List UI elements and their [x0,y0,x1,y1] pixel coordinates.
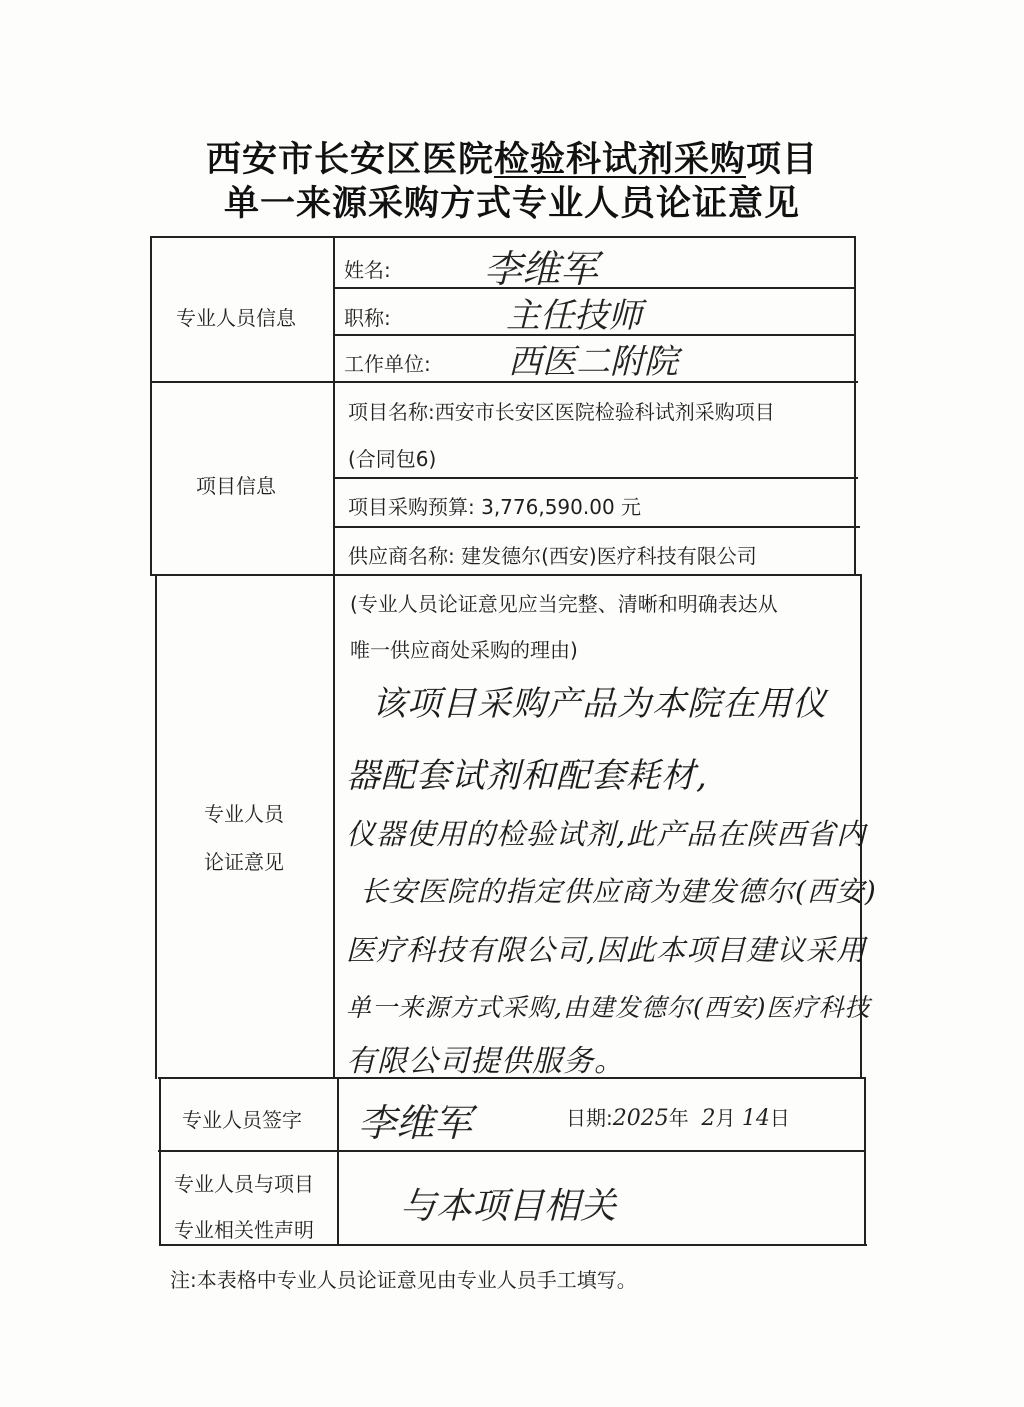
section-divider-opinion [150,574,862,576]
table-border-left-bottom [159,1077,161,1246]
opinion-handwritten-line-1: 该项目采购产品为本院在用仪 [372,684,827,724]
date-year-handwritten: 2025 [612,1106,669,1131]
opinion-instruction-line1: (专业人员论证意见应当完整、清晰和明确表达从 [350,592,778,616]
name-handwritten: 李维军 [484,247,599,291]
row-divider-supplier [333,526,860,528]
date-month-unit: 月 [715,1106,736,1130]
opinion-handwritten-line-7: 有限公司提供服务。 [346,1044,625,1079]
date-year-unit: 年 [668,1106,689,1130]
opinion-handwritten-line-3: 仪器使用的检验试剂,此产品在陕西省内 [346,817,867,851]
personnel-section-label: 专业人员信息 [176,306,296,330]
column-divider [333,236,335,1078]
project-section-label: 项目信息 [196,474,276,498]
project-name-line1: 项目名称:西安市长安区医院检验科试剂采购项目 [348,400,775,424]
signature-date [566,1102,790,1131]
document-title-line2: 单一来源采购方式专业人员论证意见 [223,183,800,224]
name-label: 姓名: [344,258,391,282]
employer-handwritten: 西医二附院 [508,342,678,382]
project-name-line2: (合同包6) [348,447,437,471]
footnote: 注:本表格中专业人员论证意见由专业人员手工填写。 [170,1268,637,1292]
section-divider-project [150,381,858,383]
column-divider-lower [337,1077,339,1246]
relevance-label-line1: 专业人员与项目 [174,1172,314,1196]
opinion-handwritten-line-5: 医疗科技有限公司,因此本项目建议采用 [346,933,867,967]
date-month-handwritten: 2 [701,1106,716,1131]
title-handwritten: 主任技师 [506,296,642,336]
opinion-label-line1: 专业人员 [204,802,284,826]
table-border-right-upper [854,236,856,576]
title-prefix: 西安市长安区医院 [205,139,494,180]
opinion-label-line2: 论证意见 [204,850,284,874]
opinion-handwritten-line-6: 单一来源方式采购,由建发德尔(西安)医疗科技 [346,993,871,1022]
opinion-handwritten-line-4: 长安医院的指定供应商为建发德尔(西安) [360,875,877,908]
relevance-handwritten: 与本项目相关 [400,1186,617,1227]
table-border-bottom [160,1244,867,1246]
table-border-left-lower [155,574,157,1079]
section-divider-relevance [158,1150,865,1152]
project-supplier: 供应商名称: 建发德尔(西安)医疗科技有限公司 [348,544,757,568]
signature-label: 专业人员签字 [182,1108,302,1132]
opinion-handwritten-line-2: 器配套试剂和配套耗材, [346,756,708,796]
signature-handwritten: 李维军 [358,1101,473,1145]
relevance-label-line2: 专业相关性声明 [174,1218,314,1242]
title-suffix: 项目 [746,139,819,180]
table-border-right-bottom [864,1077,866,1246]
table-border-left-upper [150,236,152,576]
title-label: 职称: [344,306,391,330]
row-divider-budget [333,477,858,479]
employer-label: 工作单位: [344,352,431,376]
title-underlined: 检验科试剂采购 [493,139,746,180]
document-title-line1 [0,132,1024,182]
date-day-unit: 日 [769,1106,790,1130]
opinion-instruction-line2: 唯一供应商处采购的理由) [350,638,578,662]
date-label: 日期: [566,1106,613,1130]
date-day-handwritten: 14 [741,1106,770,1131]
project-budget: 项目采购预算: 3,776,590.00 元 [348,495,642,519]
